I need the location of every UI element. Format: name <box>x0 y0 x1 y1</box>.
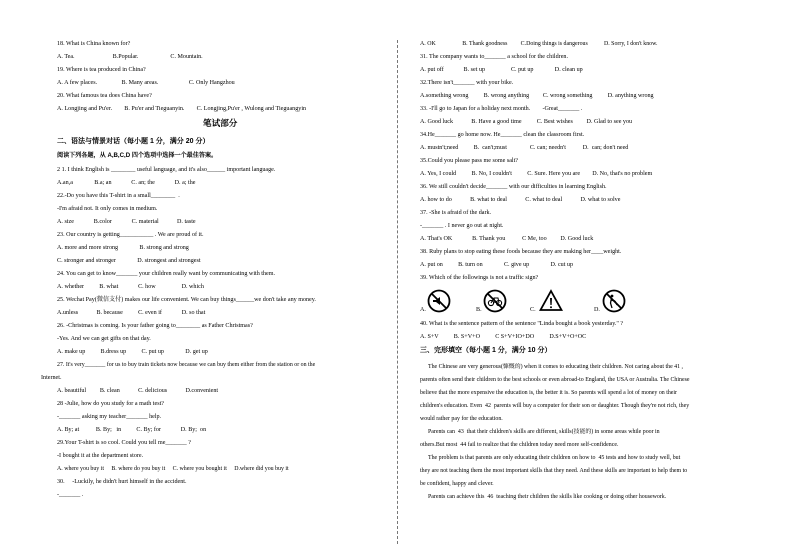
question-33: 33. -I'll go to Japan for a holiday next month. -Great_______ . <box>420 106 583 112</box>
question-21: 2 1. I think English is ________ useful language, and it's also______ important language. <box>57 167 276 173</box>
options-40: A. S+V B. S+V+O C S+V+IO+DO D.S+V+O+OC <box>420 334 587 340</box>
question-35: 35.Could you please pass me some salt? <box>420 158 518 164</box>
passage-line-1: The Chinese are very generous(慷慨的) when it comes to educating their children. Not caring about the 41 , <box>428 364 684 370</box>
question-28-reply: -_______ asking my teacher_______ help. <box>57 414 162 420</box>
question-36: 36. We still couldn't decide_______ with our difficulties in learning English. <box>420 184 607 190</box>
options-19: A. A few places. B. Many areas. C. Only Hangzhou <box>57 80 235 86</box>
sign-option-d-label: D. <box>594 307 600 313</box>
passage-line-11: Parents can achieve this 46 teaching their children the skills like cooking or doing other housework. <box>428 494 667 500</box>
passage-line-8: The problem is that parents are only educating their children on how to 45 tests and how to study well, but <box>428 455 681 461</box>
options-32: A.something wrong B. wrong anything C. wrong something D. anything wrong <box>420 93 654 99</box>
no-littering-sign-icon <box>602 289 626 313</box>
options-26: A. make up B.dress up C. put up D. get up <box>57 349 208 355</box>
question-23: 23. Our country is getting___________ . We are proud of it. <box>57 232 204 238</box>
options-23-cd: C. stronger and stronger D. strongest and strongest <box>57 258 201 264</box>
question-37-reply: -_______ . I never go out at night. <box>420 223 504 229</box>
question-26-reply: -Yes. And we can get gifts on that day. <box>57 336 151 342</box>
passage-line-9: they are not teaching them the most important skills that they need. And these skills are important to help them to <box>420 468 688 474</box>
question-32: 32.There isn't_______ with your bike. <box>420 80 514 86</box>
column-divider <box>397 40 398 544</box>
passage-line-10: be confident, happy and clever. <box>420 481 494 487</box>
question-22: 22.-Do you have this T-shirt in a small________ . <box>57 193 180 199</box>
question-38: 38. Ruby plans to stop eating these foods because they are making her____weight. <box>420 249 622 255</box>
question-30: 30. -Luckily, he didn't hurt himself in the accident. <box>57 479 187 485</box>
question-30-reply: -_______ . <box>57 492 84 498</box>
passage-line-6: Parents can 43 that their children's skills are different, skills(技能的) in some areas while poor in <box>428 429 660 435</box>
question-18: 18. What is China known for? <box>57 41 131 47</box>
question-40: 40. What is the sentence pattern of the sentence "Linda bought a book yesterday." ? <box>420 321 624 327</box>
passage-line-3: believe that the more expensive the education is, the better it is. So parents will spend a lot of money on their <box>420 390 677 396</box>
options-38: A. put on B. turn on C. give up D. cut up <box>420 262 574 268</box>
question-29-reply: -I bought it at the department store. <box>57 453 144 459</box>
options-28: A. By; at B. By; in C. By; for D. By; on <box>57 427 207 433</box>
question-28: 28 -Julie, how do you study for a math test? <box>57 401 164 407</box>
sign-option-a-label: A. <box>420 307 426 313</box>
section-2-instruction: 阅读下列各题，从 A,B,C,D 四个选项中选择一个最佳答案。 <box>57 152 218 159</box>
question-22-reply: -I'm afraid not. It only comes in medium. <box>57 206 158 212</box>
options-36: A. how to do B. what to deal C. what to deal D. what to solve <box>420 197 621 203</box>
question-20: 20. What famous tea does China have? <box>57 93 152 99</box>
question-37: 37. -She is afraid of the dark. <box>420 210 492 216</box>
options-25: A.unless B. because C. even if D. so that <box>57 310 206 316</box>
options-21: A.an,a B.a; an C. an; the D. a; the <box>57 180 196 186</box>
options-24: A. whether B. what C. how D. which <box>57 284 204 290</box>
question-27: 27. It's very_______ for us to buy train tickets now because we can buy them either from the station or on the <box>57 362 316 368</box>
question-19: 19. Where is tea produced in China? <box>57 67 146 73</box>
options-35: A. Yes, I could B. No, I couldn't C. Sure. Here you are D. No, that's no problem <box>420 171 653 177</box>
passage-line-2: parents often send their children to the best schools or even abroad-to England, the USA or Australia. The Chinese <box>420 377 690 383</box>
sign-option-b-label: B. <box>476 307 482 313</box>
options-27: A. beautiful B. clean C. delicious D.convenient <box>57 388 219 394</box>
options-33: A. Good luck B. Have a good time C. Best wishes D. Glad to see you <box>420 119 633 125</box>
section-3-heading: 三、完形填空（每小题 1 分，满分 10 分） <box>420 347 552 354</box>
passage-line-7: others.But most 44 fail to realize that the children today need more self-confidence. <box>420 442 619 448</box>
passage-line-5: would rather pay for the education. <box>420 416 503 422</box>
question-27-cont: Internet. <box>41 375 62 381</box>
question-34: 34.He_______ go home now. He_______ clean the classroom first. <box>420 132 585 138</box>
warning-triangle-sign-icon <box>539 289 563 313</box>
question-26: 26. -Christmas is coming. Is your father going to________ as Father Christmas? <box>57 323 253 329</box>
sign-option-c-label: C. <box>530 307 536 313</box>
question-39: 39. Which of the followings is not a traffic sign? <box>420 275 539 281</box>
options-20: A. Longjing and Pu'er. B. Pu'er and Tieguanyin. C. Longjing,Pu'er , Wulong and Tieguangyin <box>57 106 307 112</box>
options-23-ab: A. more and more strong B. strong and strong <box>57 245 189 251</box>
question-24: 24. You can get to know_______ your children really want by communicating with them. <box>57 271 275 277</box>
no-bicycle-sign-icon <box>483 289 507 313</box>
options-29: A. where you buy it B. where do you buy it C. where you bought it D.where did you buy it <box>57 466 289 472</box>
question-25: 25. Wechat Pay(微信支付) makes our life convenient. We can buy things______we don't take any money. <box>57 297 316 303</box>
section-2-heading: 二、语法与情景对话（每小题 1 分，满分 20 分） <box>57 138 210 145</box>
options-30: A. OK B. Thank goodness C.Doing things is dangerous D. Sorry, I don't know. <box>420 41 658 47</box>
section-title: 笔试部分 <box>203 118 238 128</box>
passage-line-4: children's education. Even 42 parents will buy a computer for their son or daughter. Though they're not rich, they <box>420 403 690 409</box>
options-34: A. mustn't;need B. can't;must C. can; needn't D. can; don't need <box>420 145 629 151</box>
options-37: A. That's OK B. Thank you C Me, too D. Good luck <box>420 236 594 242</box>
question-31: 31. The company wants to_______ a school for the children. <box>420 54 568 60</box>
question-29: 29.Your T-shirt is so cool. Could you tell me_______ ? <box>57 440 191 446</box>
options-31: A. put off B. set up C. put up D. clean up <box>420 67 583 73</box>
no-horn-sign-icon <box>427 289 451 313</box>
options-18: A. Tea. B.Popular. C. Mountain. <box>57 54 203 60</box>
options-22: A. size B.color C. material D. taste <box>57 219 196 225</box>
